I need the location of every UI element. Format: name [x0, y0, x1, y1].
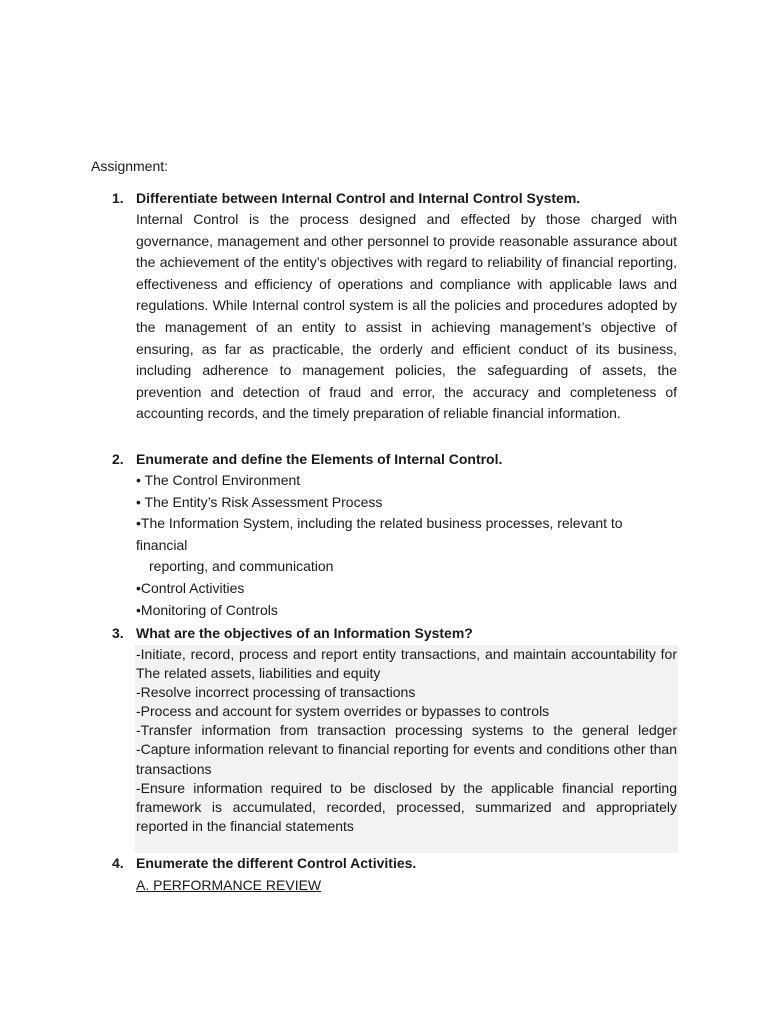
- list-item: •Monitoring of Controls: [136, 601, 278, 618]
- assignment-label: Assignment:: [91, 158, 169, 174]
- list-item: • The Entity’s Risk Assessment Process: [136, 493, 383, 510]
- list-item: -Capture information relevant to financial reporting for events and conditions other than transactions: [136, 741, 677, 777]
- list-item: -Initiate, record, process and report entity transactions, and maintain accountability for The related assets, liabilities and equity: [136, 646, 677, 682]
- q4-number: 4.: [112, 855, 124, 871]
- objectives-list: [136, 645, 677, 836]
- q2-title: Enumerate and define the Elements of Internal Control.: [136, 451, 503, 467]
- q1-answer: Internal Control is the process designed and effected by those charged with governance, management and other personnel to provide reasonable assurance about the achievement of the entity’s objectives with regard to reliability of financial reporting, effectiveness and efficiency of operations and compliance with applicable laws and regulations. While Internal control system is all the policies and procedures adopted by the management of an entity to assist in achieving management’s objective of ensuring, as far as practicable, the orderly and efficient conduct of its business, including adherence to management policies, the safeguarding of assets, the prevention and detection of fraud and error, the accuracy and completeness of accounting records, and the timely preparation of reliable financial information.: [136, 211, 677, 422]
- list-item: • The Control Environment: [136, 472, 301, 488]
- list-item: -Process and account for system overrides or bypasses to controls: [136, 703, 550, 720]
- list-item: -Ensure information required to be disclosed by the applicable financial reporting framework is accumulated, recorded, processed, summarized and appropriately reported in the financial statements: [136, 779, 677, 834]
- q2-number: 2.: [112, 451, 124, 467]
- q3-title: What are the objectives of an Information System?: [136, 625, 473, 641]
- q3-number: 3.: [112, 625, 124, 641]
- list-item: -Transfer information from transaction processing systems to the general ledger: [136, 722, 677, 739]
- q4-title: Enumerate the different Control Activities.: [136, 855, 417, 871]
- list-item-continuation: reporting, and communication: [149, 558, 334, 575]
- list-item: •Control Activities: [136, 579, 245, 596]
- control-activity-subheading: A. PERFORMANCE REVIEW: [136, 877, 322, 893]
- list-item: •The Information System, including the related business processes, relevant to financial: [136, 515, 623, 553]
- q1-title: Differentiate between Internal Control and Internal Control System.: [136, 190, 581, 206]
- q1-number: 1.: [112, 190, 124, 206]
- elements-list: [136, 470, 677, 621]
- list-item: -Resolve incorrect processing of transactions: [136, 684, 416, 701]
